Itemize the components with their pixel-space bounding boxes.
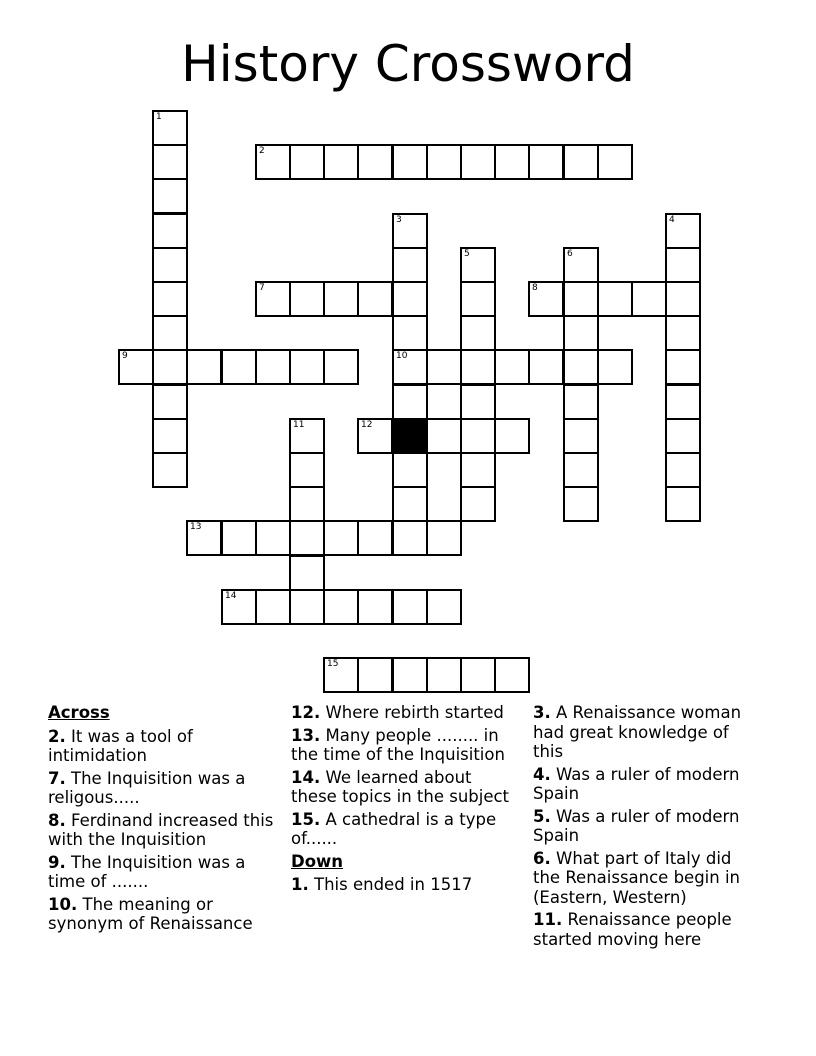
crossword-cell[interactable] bbox=[392, 452, 428, 488]
crossword-cell[interactable] bbox=[255, 281, 291, 317]
crossword-cell[interactable] bbox=[426, 144, 462, 180]
clue-number: 15 bbox=[327, 659, 339, 669]
crossword-cell[interactable] bbox=[597, 144, 633, 180]
crossword-cell[interactable] bbox=[392, 657, 428, 693]
clue-number: 12 bbox=[361, 420, 373, 430]
page-title: History Crossword bbox=[181, 35, 635, 93]
crossword-cell[interactable] bbox=[357, 144, 393, 180]
crossword-cell[interactable] bbox=[528, 144, 564, 180]
crossword-cell[interactable] bbox=[460, 247, 496, 283]
crossword-cell[interactable] bbox=[460, 281, 496, 317]
clue-down-3: 3. A Renaissance woman had great knowledge of this bbox=[533, 703, 742, 761]
clue-column-3 bbox=[533, 703, 763, 952]
crossword-cell[interactable] bbox=[357, 589, 393, 625]
crossword-cell[interactable] bbox=[665, 281, 701, 317]
clue-number: 1 bbox=[156, 112, 162, 122]
crossword-cell[interactable] bbox=[221, 520, 257, 556]
black-square bbox=[392, 418, 428, 454]
crossword-cell[interactable] bbox=[289, 281, 325, 317]
clue-down-1: 1. This ended in 1517 bbox=[291, 875, 473, 894]
crossword-cell[interactable] bbox=[392, 315, 428, 351]
crossword-cell[interactable] bbox=[460, 452, 496, 488]
crossword-cell[interactable] bbox=[255, 589, 291, 625]
crossword-cell[interactable] bbox=[460, 144, 496, 180]
crossword-cell[interactable] bbox=[597, 349, 633, 385]
crossword-cell[interactable] bbox=[152, 178, 188, 214]
crossword-cell[interactable] bbox=[392, 213, 428, 249]
across-header: Across bbox=[48, 703, 110, 722]
crossword-cell[interactable] bbox=[289, 486, 325, 522]
crossword-cell[interactable] bbox=[323, 144, 359, 180]
crossword-cell[interactable] bbox=[563, 418, 599, 454]
crossword-cell[interactable] bbox=[152, 281, 188, 317]
crossword-cell[interactable] bbox=[665, 213, 701, 249]
crossword-cell[interactable] bbox=[221, 349, 257, 385]
clue-across-14: 14. We learned about these topics in the subject bbox=[291, 767, 510, 806]
crossword-cell[interactable] bbox=[289, 555, 325, 591]
crossword-cell[interactable] bbox=[392, 589, 428, 625]
crossword-cell[interactable] bbox=[152, 213, 188, 249]
clue-across-7: 7. The Inquisition was a religous..... bbox=[48, 768, 246, 807]
crossword-cell[interactable] bbox=[289, 144, 325, 180]
crossword-cell[interactable] bbox=[118, 349, 154, 385]
crossword-cell[interactable] bbox=[426, 349, 462, 385]
crossword-cell[interactable] bbox=[289, 349, 325, 385]
clue-number: 8 bbox=[532, 283, 538, 293]
crossword-cell[interactable] bbox=[323, 657, 359, 693]
clue-column-2 bbox=[291, 703, 521, 898]
crossword-cell[interactable] bbox=[152, 247, 188, 283]
crossword-cell[interactable] bbox=[392, 520, 428, 556]
clue-number: 9 bbox=[122, 351, 128, 361]
clue-number: 2 bbox=[259, 146, 265, 156]
crossword-cell[interactable] bbox=[460, 349, 496, 385]
crossword-cell[interactable] bbox=[665, 452, 701, 488]
crossword-cell[interactable] bbox=[392, 486, 428, 522]
clue-number: 11 bbox=[293, 420, 305, 430]
crossword-cell[interactable] bbox=[460, 384, 496, 420]
clue-down-4: 4. Was a ruler of modern Spain bbox=[533, 764, 740, 803]
crossword-cell[interactable] bbox=[357, 418, 393, 454]
clue-across-2: 2. It was a tool of intimidation bbox=[48, 726, 193, 765]
crossword-cell[interactable] bbox=[460, 657, 496, 693]
crossword-cell[interactable] bbox=[152, 384, 188, 420]
crossword-cell[interactable] bbox=[392, 144, 428, 180]
crossword-cell[interactable] bbox=[357, 657, 393, 693]
clue-column-1 bbox=[48, 703, 278, 937]
crossword-cell[interactable] bbox=[563, 247, 599, 283]
clue-number: 3 bbox=[396, 215, 402, 225]
crossword-cell[interactable] bbox=[323, 349, 359, 385]
clue-number: 14 bbox=[225, 591, 237, 601]
crossword-cell[interactable] bbox=[289, 520, 325, 556]
crossword-cell[interactable] bbox=[186, 349, 222, 385]
crossword-cell[interactable] bbox=[152, 110, 188, 146]
crossword-cell[interactable] bbox=[255, 349, 291, 385]
crossword-cell[interactable] bbox=[494, 144, 530, 180]
crossword-cell[interactable] bbox=[255, 144, 291, 180]
clue-number: 7 bbox=[259, 283, 265, 293]
crossword-cell[interactable] bbox=[665, 384, 701, 420]
crossword-cell[interactable] bbox=[460, 486, 496, 522]
crossword-cell[interactable] bbox=[665, 418, 701, 454]
clue-number: 5 bbox=[464, 249, 470, 259]
crossword-cell[interactable] bbox=[289, 452, 325, 488]
clue-number: 13 bbox=[190, 522, 202, 532]
clue-across-15: 15. A cathedral is a type of...... bbox=[291, 809, 497, 848]
clue-across-9: 9. The Inquisition was a time of ....... bbox=[48, 852, 246, 891]
crossword-cell[interactable] bbox=[152, 144, 188, 180]
crossword-cell[interactable] bbox=[152, 452, 188, 488]
crossword-cell[interactable] bbox=[323, 520, 359, 556]
crossword-cell[interactable] bbox=[323, 281, 359, 317]
crossword-cell[interactable] bbox=[563, 452, 599, 488]
crossword-cell[interactable] bbox=[665, 486, 701, 522]
crossword-cell[interactable] bbox=[426, 657, 462, 693]
crossword-cell[interactable] bbox=[392, 349, 428, 385]
clue-down-5: 5. Was a ruler of modern Spain bbox=[533, 806, 740, 845]
crossword-cell[interactable] bbox=[665, 349, 701, 385]
clue-across-8: 8. Ferdinand increased this with the Inquisition bbox=[48, 810, 274, 849]
crossword-cell[interactable] bbox=[665, 315, 701, 351]
clue-number: 6 bbox=[567, 249, 573, 259]
crossword-cell[interactable] bbox=[323, 589, 359, 625]
clue-down-11: 11. Renaissance people started moving here bbox=[533, 910, 732, 949]
crossword-cell[interactable] bbox=[494, 657, 530, 693]
down-header: Down bbox=[291, 851, 344, 871]
crossword-cell[interactable] bbox=[221, 589, 257, 625]
crossword-cell[interactable] bbox=[563, 349, 599, 385]
crossword-cell[interactable] bbox=[597, 281, 633, 317]
crossword-cell[interactable] bbox=[426, 418, 462, 454]
clue-across-12: 12. Where rebirth started bbox=[291, 703, 504, 722]
clue-across-10: 10. The meaning or synonym of Renaissance bbox=[48, 894, 253, 933]
crossword-cell[interactable] bbox=[494, 418, 530, 454]
crossword-cell[interactable] bbox=[563, 486, 599, 522]
crossword-cell[interactable] bbox=[460, 315, 496, 351]
crossword-cell[interactable] bbox=[392, 247, 428, 283]
crossword-cell[interactable] bbox=[665, 247, 701, 283]
clue-number: 4 bbox=[669, 215, 675, 225]
crossword-cell[interactable] bbox=[255, 520, 291, 556]
clue-across-13: 13. Many people ........ in the time of the Inquisition bbox=[291, 725, 505, 764]
crossword-cell[interactable] bbox=[152, 349, 188, 385]
crossword-cell[interactable] bbox=[563, 384, 599, 420]
crossword-cell[interactable] bbox=[186, 520, 222, 556]
crossword-cell[interactable] bbox=[426, 589, 462, 625]
crossword-cell[interactable] bbox=[152, 418, 188, 454]
crossword-cell[interactable] bbox=[631, 281, 667, 317]
crossword-cell[interactable] bbox=[460, 418, 496, 454]
crossword-cell[interactable] bbox=[528, 349, 564, 385]
crossword-cell[interactable] bbox=[563, 281, 599, 317]
crossword-cell[interactable] bbox=[563, 144, 599, 180]
crossword-cell[interactable] bbox=[528, 281, 564, 317]
clue-number: 10 bbox=[396, 351, 408, 361]
crossword-cell[interactable] bbox=[152, 315, 188, 351]
crossword-cell[interactable] bbox=[426, 520, 462, 556]
crossword-cell[interactable] bbox=[392, 281, 428, 317]
crossword-cell[interactable] bbox=[392, 384, 428, 420]
crossword-cell[interactable] bbox=[289, 589, 325, 625]
crossword-cell[interactable] bbox=[494, 349, 530, 385]
crossword-cell[interactable] bbox=[357, 281, 393, 317]
crossword-cell[interactable] bbox=[357, 520, 393, 556]
clue-down-6: 6. What part of Italy did the Renaissance begin in (Eastern, Western) bbox=[533, 848, 741, 907]
crossword-cell[interactable] bbox=[563, 315, 599, 351]
crossword-cell[interactable] bbox=[289, 418, 325, 454]
